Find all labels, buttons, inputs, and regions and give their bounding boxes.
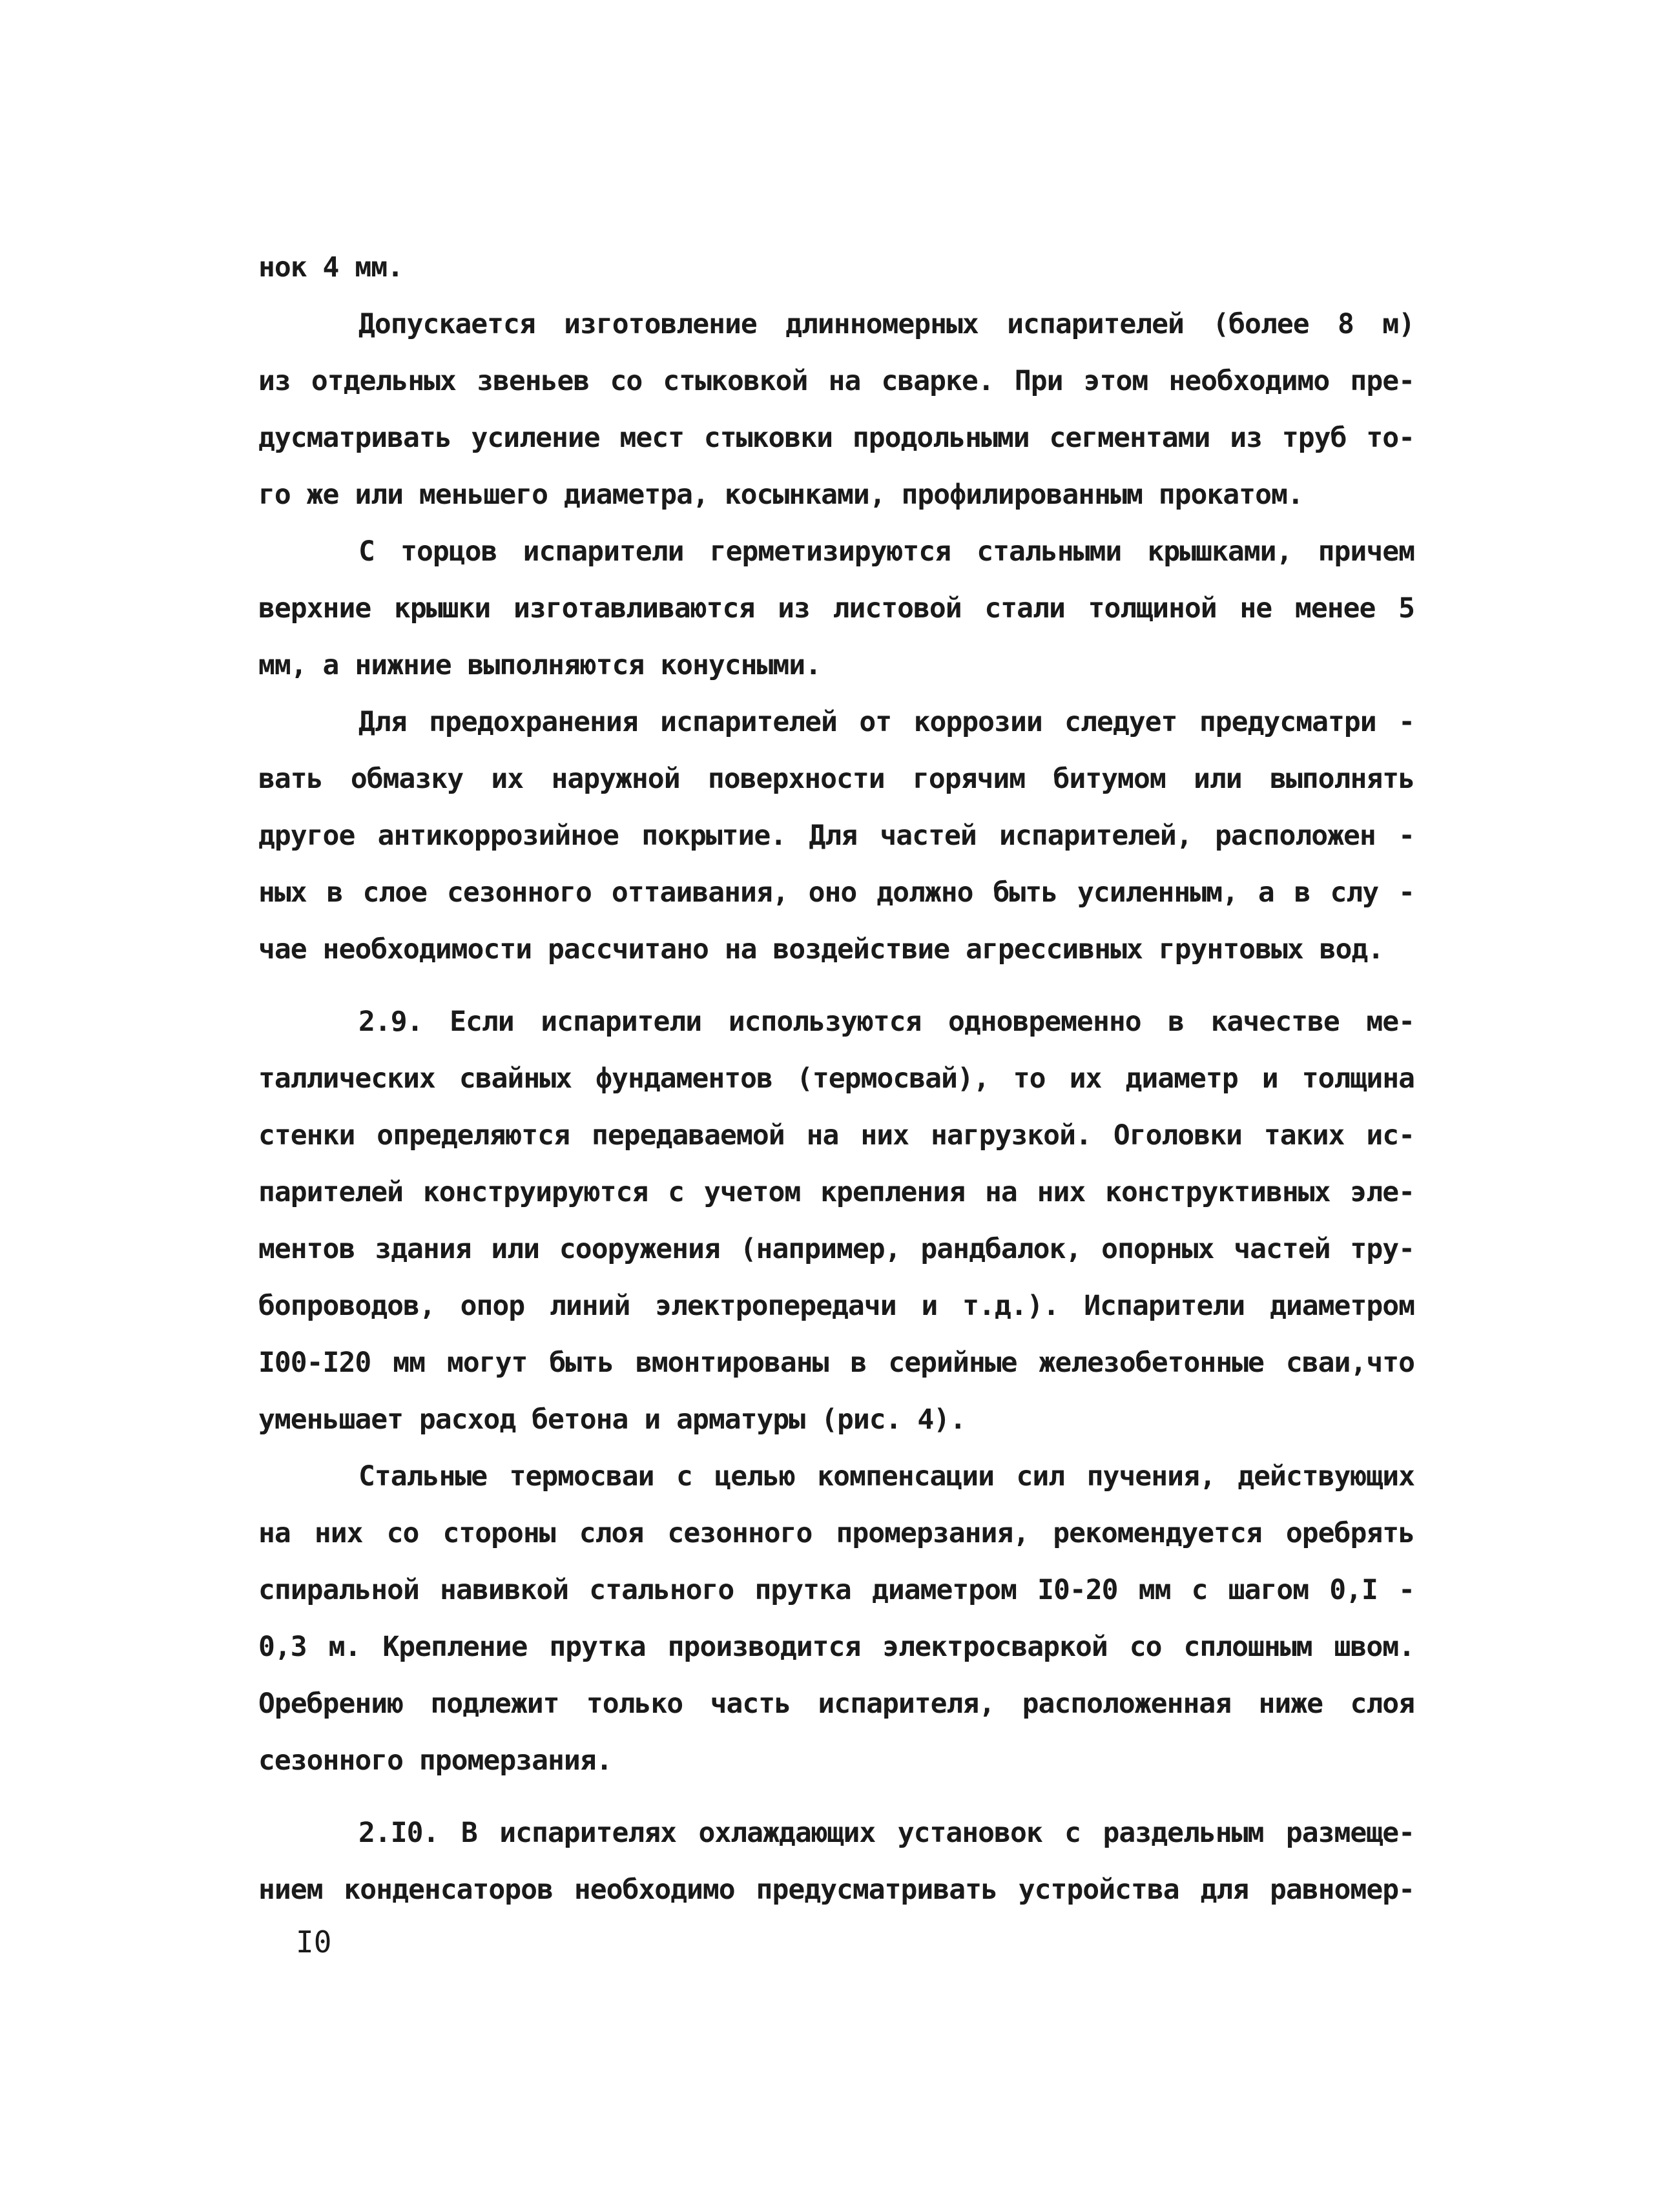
text-line: сезонного промерзания. (258, 1744, 612, 1777)
text-line: таллических свайных фундаментов (термосвай), то их диаметр и толщина (258, 1062, 1414, 1095)
text-line: на них со стороны слоя сезонного промерзания, рекомендуется оребрять (258, 1517, 1414, 1549)
paragraph (258, 993, 1414, 1448)
text-line: Стальные термосваи с целью компенсации сил пучения, действующих (358, 1460, 1414, 1493)
paragraph (258, 1448, 1414, 1789)
text-line: мм, а нижние выполняются конусными. (258, 649, 822, 681)
text-line: чае необходимости рассчитано на воздействие агрессивных грунтовых вод. (258, 933, 1384, 966)
text-line: нием конденсаторов необходимо предусматривать устройства для равномер- (258, 1874, 1414, 1906)
text-line: уменьшает расход бетона и арматуры (рис. 4). (258, 1403, 966, 1436)
text-line: другое антикоррозийное покрытие. Для частей испарителей, расположен - (258, 820, 1414, 852)
paragraph (258, 694, 1414, 978)
body-text (258, 239, 1414, 1918)
text-line: го же или меньшего диаметра, косынками, профилированным прокатом. (258, 479, 1303, 511)
paragraph-gap (258, 1789, 1414, 1804)
text-line: ментов здания или сооружения (например, рандбалок, опорных частей тру- (258, 1233, 1414, 1265)
text-line: из отдельных звеньев со стыковкой на сварке. При этом необходимо пре- (258, 365, 1414, 397)
paragraph (258, 239, 1414, 296)
text-line: стенки определяются передаваемой на них нагрузкой. Оголовки таких ис- (258, 1119, 1414, 1152)
paragraph-gap (258, 978, 1414, 993)
paragraph (258, 296, 1414, 523)
paragraph (258, 523, 1414, 694)
text-line: 2.I0. В испарителях охлаждающих установок с раздельным размеще- (358, 1817, 1414, 1849)
text-line: 0,3 м. Крепление прутка производится электросваркой со сплошным швом. (258, 1631, 1414, 1663)
page-number: I0 (296, 1925, 332, 1959)
text-line: Допускается изготовление длинномерных испарителей (более 8 м) (358, 308, 1414, 340)
text-line: спиральной навивкой стального прутка диаметром I0-20 мм с шагом 0,I - (258, 1574, 1414, 1606)
text-line: дусматривать усиление мест стыковки продольными сегментами из труб то- (258, 422, 1414, 454)
text-line: Для предохранения испарителей от коррозии следует предусматри - (358, 706, 1414, 738)
text-line: верхние крышки изготавливаются из листовой стали толщиной не менее 5 (258, 592, 1414, 625)
text-line: парителей конструируются с учетом крепления на них конструктивных эле- (258, 1176, 1414, 1208)
paragraph (258, 1804, 1414, 1918)
text-line: ных в слое сезонного оттаивания, оно должно быть усиленным, а в слу - (258, 876, 1414, 909)
text-line: Оребрению подлежит только часть испарителя, расположенная ниже слоя (258, 1688, 1414, 1720)
text-line: 2.9. Если испарители используются одновременно в качестве ме- (358, 1006, 1414, 1038)
text-line: нок 4 мм. (258, 251, 403, 284)
text-line: бопроводов, опор линий электропередачи и т.д.). Испарители диаметром (258, 1290, 1414, 1322)
text-line: вать обмазку их наружной поверхности горячим битумом или выполнять (258, 763, 1414, 795)
text-line: С торцов испарители герметизируются стальными крышками, причем (358, 535, 1414, 568)
text-line: I00-I20 мм могут быть вмонтированы в серийные железобетонные сваи,что (258, 1347, 1414, 1379)
